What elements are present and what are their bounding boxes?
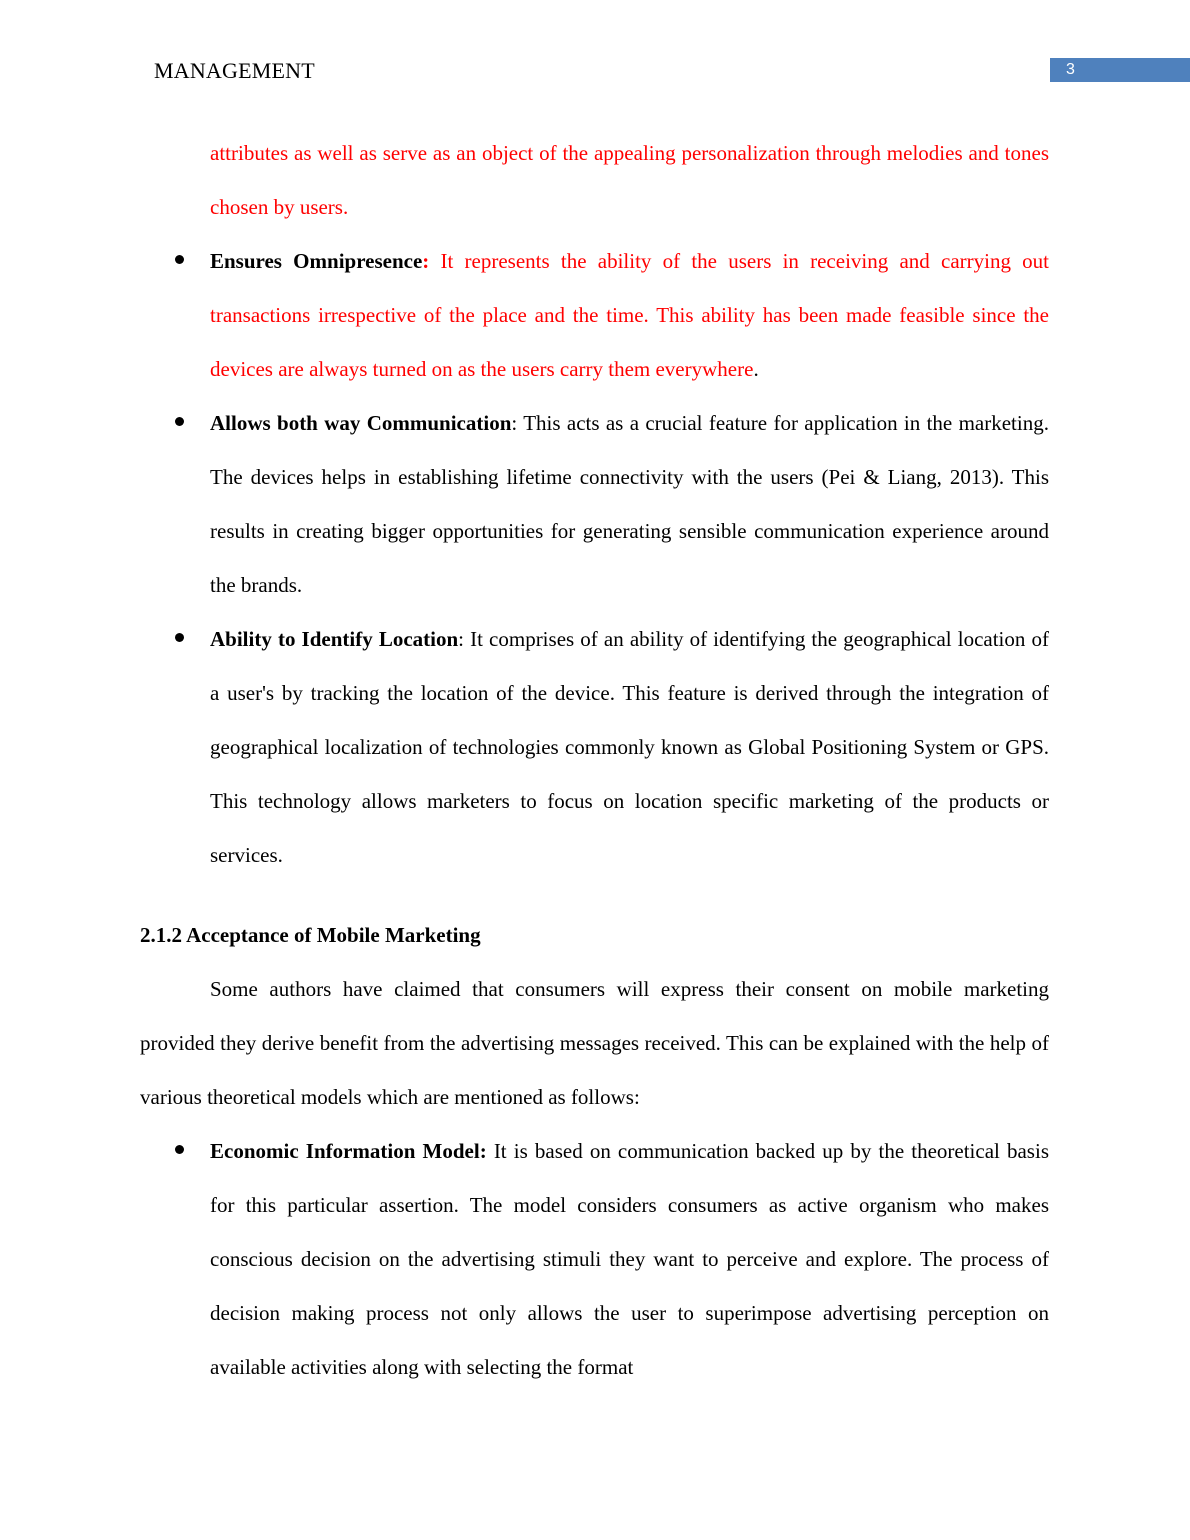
document-body [140, 126, 1049, 1394]
bullet-item-communication [210, 396, 1049, 612]
page-number: 3 [1066, 61, 1075, 78]
bullet-term: Economic Information Model: [210, 1139, 487, 1163]
running-header-title: MANAGEMENT [154, 58, 315, 83]
bullet-term: Ability to Identify Location [210, 627, 459, 651]
bullet-icon [175, 255, 184, 264]
bullet-item-location [210, 612, 1049, 882]
bullet-term: Ensures Omnipresence [210, 249, 423, 273]
bullet-text: It represents the ability of the users in receiving and carrying out transactions irrespective of the place and the time. This ability has been made feasible since the devices are always turned on as the users carry them everywhere [210, 249, 1050, 381]
bullet-icon [175, 417, 184, 426]
bullet-separator: : [511, 411, 518, 435]
bullet-item-omnipresence [210, 234, 1049, 396]
continued-paragraph: attributes as well as serve as an object of the appealing personalization through melodies and tones chosen by users. [210, 141, 1049, 219]
bullet-text: It is based on communication backed up by the theoretical basis for this particular assertion. The model considers consumers as active organism who makes conscious decision on the advertising stimuli they want to perceive and explore. The process of decision making process not only allows the user to superimpose advertising perception on available activities along with selecting the format [210, 1139, 1049, 1379]
models-bullet-list [140, 1124, 1049, 1394]
bullet-icon [175, 633, 184, 642]
bullet-text: This acts as a crucial feature for application in the marketing. The devices helps in establishing lifetime connectivity with the users (Pei & Liang, 2013). This results in creating bigger opportunities for generating sensible communication experience around the brands. [210, 411, 1049, 597]
section-heading: 2.1.2 Acceptance of Mobile Marketing [140, 923, 481, 947]
bullet-separator: : [458, 627, 464, 651]
bullet-item-economic-model [210, 1124, 1049, 1394]
section-intro-paragraph: Some authors have claimed that consumers will express their consent on mobile marketing provided they derive benefit from the advertising messages received. This can be explained with the help of various theoretical models which are mentioned as follows: [140, 977, 1049, 1109]
bullet-end-punctuation: . [753, 357, 759, 381]
bullet-term: Allows both way Communication [210, 411, 512, 435]
features-bullet-list [140, 234, 1049, 882]
bullet-text: It comprises of an ability of identifying the geographical location of a user's by tracking the location of the device. This feature is derived through the integration of geographical localization of technologies commonly known as Global Positioning System or GPS. This technology allows marketers to focus on location specific marketing of the products or services. [210, 627, 1049, 867]
bullet-separator: : [422, 249, 430, 273]
bullet-icon [175, 1145, 184, 1154]
